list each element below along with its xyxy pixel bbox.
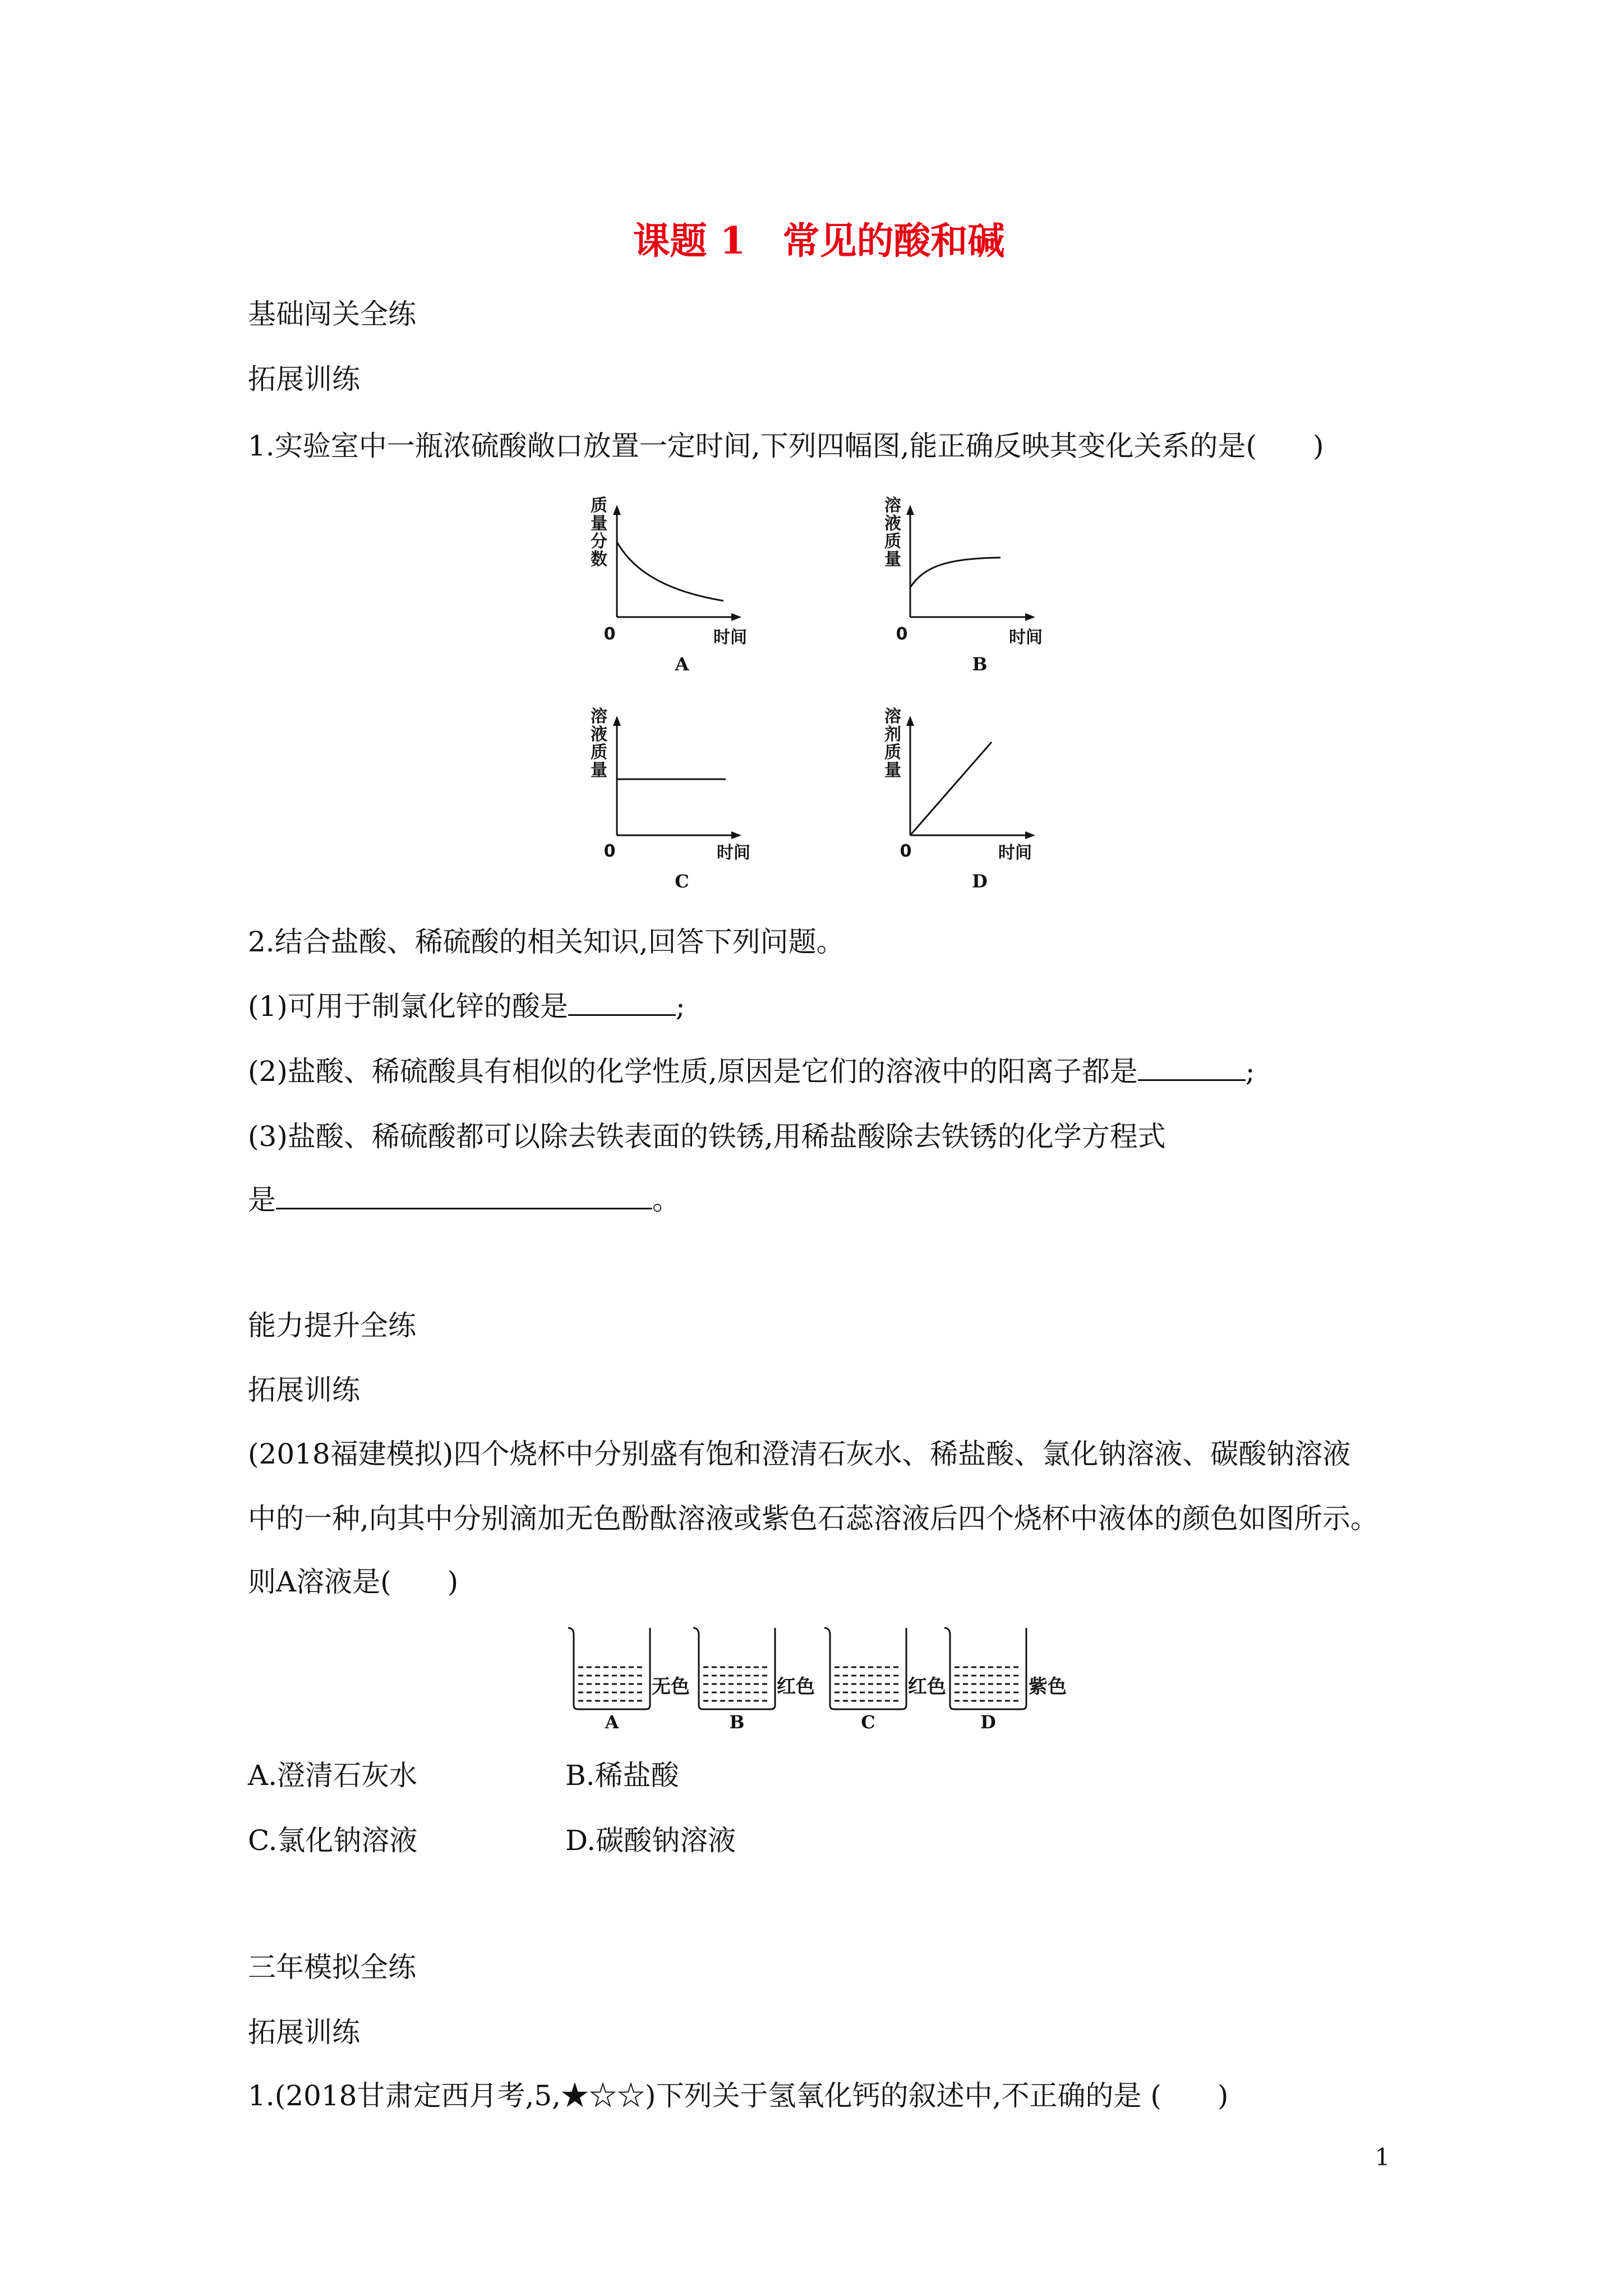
beaker-c-liquid: [834, 1667, 902, 1701]
graph-a-x-arrow: [731, 613, 741, 621]
question-2-part-2-text: (2)盐酸、稀硫酸具有相似的化学性质,原因是它们的溶液中的阳离子都是: [248, 1055, 1138, 1088]
question-2-part-3-continuation: [248, 1183, 680, 1217]
graph-d-y-arrow: [906, 716, 914, 726]
beaker-a-outline: [568, 1628, 650, 1709]
graph-b-origin-label: 0: [896, 624, 908, 644]
option-d: D.碳酸钠溶液: [565, 1824, 736, 1857]
beaker-d-color-label: 紫色: [1029, 1676, 1067, 1698]
graph-c-x-label: 时间: [717, 843, 750, 863]
question-2-part-3-end: 。: [652, 1184, 680, 1216]
section-mock-heading: 三年模拟全练: [248, 1951, 416, 1984]
graph-c-y-arrow: [613, 716, 621, 726]
mock-question-1-stem: 1.(2018甘肃定西月考,5,★☆☆)下列关于氢氧化钙的叙述中,不正确的是 ( ): [248, 2079, 1229, 2112]
graph-b: [906, 505, 1035, 621]
question-1-stem: 1.实验室中一瓶浓硫酸敞口放置一定时间,下列四幅图,能正确反映其变化关系的是( ): [248, 430, 1324, 462]
graph-d: [906, 716, 1035, 839]
page-number: 1: [1375, 2143, 1390, 2171]
graph-a-origin-label: 0: [603, 624, 616, 644]
option-a: A.澄清石灰水: [248, 1759, 418, 1792]
graph-a: [613, 505, 741, 621]
beaker-a: [568, 1628, 650, 1709]
question-2-stem: 2.结合盐酸、稀硫酸的相关知识,回答下列问题。: [248, 926, 845, 958]
answer-blank: [276, 1183, 652, 1209]
graph-a-curve: [617, 542, 723, 601]
graph-c-x-arrow: [731, 831, 741, 839]
graph-d-panel-label: D: [972, 871, 988, 892]
graph-a-y-arrow: [613, 505, 621, 515]
beaker-b-label: B: [729, 1711, 745, 1733]
graph-d-origin-label: 0: [900, 841, 912, 861]
section-advanced-subheading: 拓展训练: [248, 1374, 360, 1406]
question-2-part-2-end: ;: [1245, 1055, 1255, 1088]
question-2-part-3-cont: 是: [248, 1184, 276, 1216]
beaker-d-label: D: [980, 1711, 996, 1733]
graph-c-panel-label: C: [675, 871, 689, 892]
beaker-d-outline: [944, 1628, 1026, 1709]
graph-a-x-label: 时间: [713, 628, 747, 647]
answer-blank: [568, 990, 676, 1016]
graph-a-panel-label: A: [675, 654, 689, 675]
question-2-part-1-text: (1)可用于制氯化锌的酸是: [248, 990, 568, 1023]
graph-b-y-arrow: [906, 505, 914, 515]
page-title: 课题 1 常见的酸和碱: [633, 219, 1005, 263]
beaker-c-label: C: [861, 1711, 875, 1733]
beaker-b-outline: [693, 1628, 775, 1709]
section-advanced-heading: 能力提升全练: [248, 1309, 416, 1342]
beaker-question-stem-line-3: 则A溶液是( ): [248, 1566, 459, 1598]
graph-b-x-label: 时间: [1009, 628, 1043, 647]
question-2-part-1: [248, 990, 685, 1023]
graph-d-x-label: 时间: [998, 843, 1032, 863]
beaker-a-label: A: [605, 1711, 619, 1733]
beaker-c-color-label: 红色: [908, 1676, 946, 1698]
graph-d-x-arrow: [1025, 831, 1035, 839]
graph-c-y-label: 溶液质量: [591, 707, 607, 780]
section-basic-heading: 基础闯关全练: [248, 298, 416, 330]
graph-c-origin-label: 0: [603, 841, 616, 861]
beaker-a-liquid: [578, 1667, 645, 1701]
graph-d-curve: [910, 742, 992, 835]
beaker-question-stem-line-2: 中的一种,向其中分别滴加无色酚酞溶液或紫色石蕊溶液后四个烧杯中液体的颜色如图所示。: [248, 1502, 1378, 1535]
section-mock-subheading: 拓展训练: [248, 2016, 360, 2049]
question-2-part-3-text: (3)盐酸、稀硫酸都可以除去铁表面的铁锈,用稀盐酸除去铁锈的化学方程式: [248, 1120, 1166, 1153]
beaker-b-liquid: [703, 1667, 771, 1701]
beaker-b: [693, 1628, 775, 1709]
beaker-a-color-label: 无色: [652, 1676, 690, 1698]
section-basic-subheading: 拓展训练: [248, 363, 360, 395]
beaker-c: [824, 1628, 906, 1709]
graph-c: [613, 716, 741, 839]
beaker-b-color-label: 红色: [777, 1676, 815, 1698]
graph-b-curve: [910, 558, 1000, 587]
question-2-part-1-end: ;: [675, 990, 685, 1023]
answer-blank: [1138, 1055, 1246, 1081]
beaker-d: [944, 1628, 1026, 1709]
option-b: B.稀盐酸: [565, 1759, 679, 1792]
question-1-graphs: [561, 482, 1066, 920]
graph-d-y-label: 溶剂质量: [884, 707, 901, 780]
question-2-part-2: [248, 1055, 1255, 1088]
beaker-d-liquid: [955, 1667, 1022, 1701]
graph-b-panel-label: B: [972, 654, 988, 675]
beaker-c-outline: [824, 1628, 906, 1709]
option-c: C.氯化钠溶液: [248, 1824, 418, 1857]
graph-b-x-arrow: [1025, 613, 1035, 621]
graph-a-y-label: 质量分数: [591, 496, 607, 569]
beaker-question-stem-line-1: (2018福建模拟)四个烧杯中分别盛有饱和澄清石灰水、稀盐酸、氯化钠溶液、碳酸钠溶液: [248, 1438, 1351, 1470]
graph-b-y-label: 溶液质量: [884, 496, 901, 569]
